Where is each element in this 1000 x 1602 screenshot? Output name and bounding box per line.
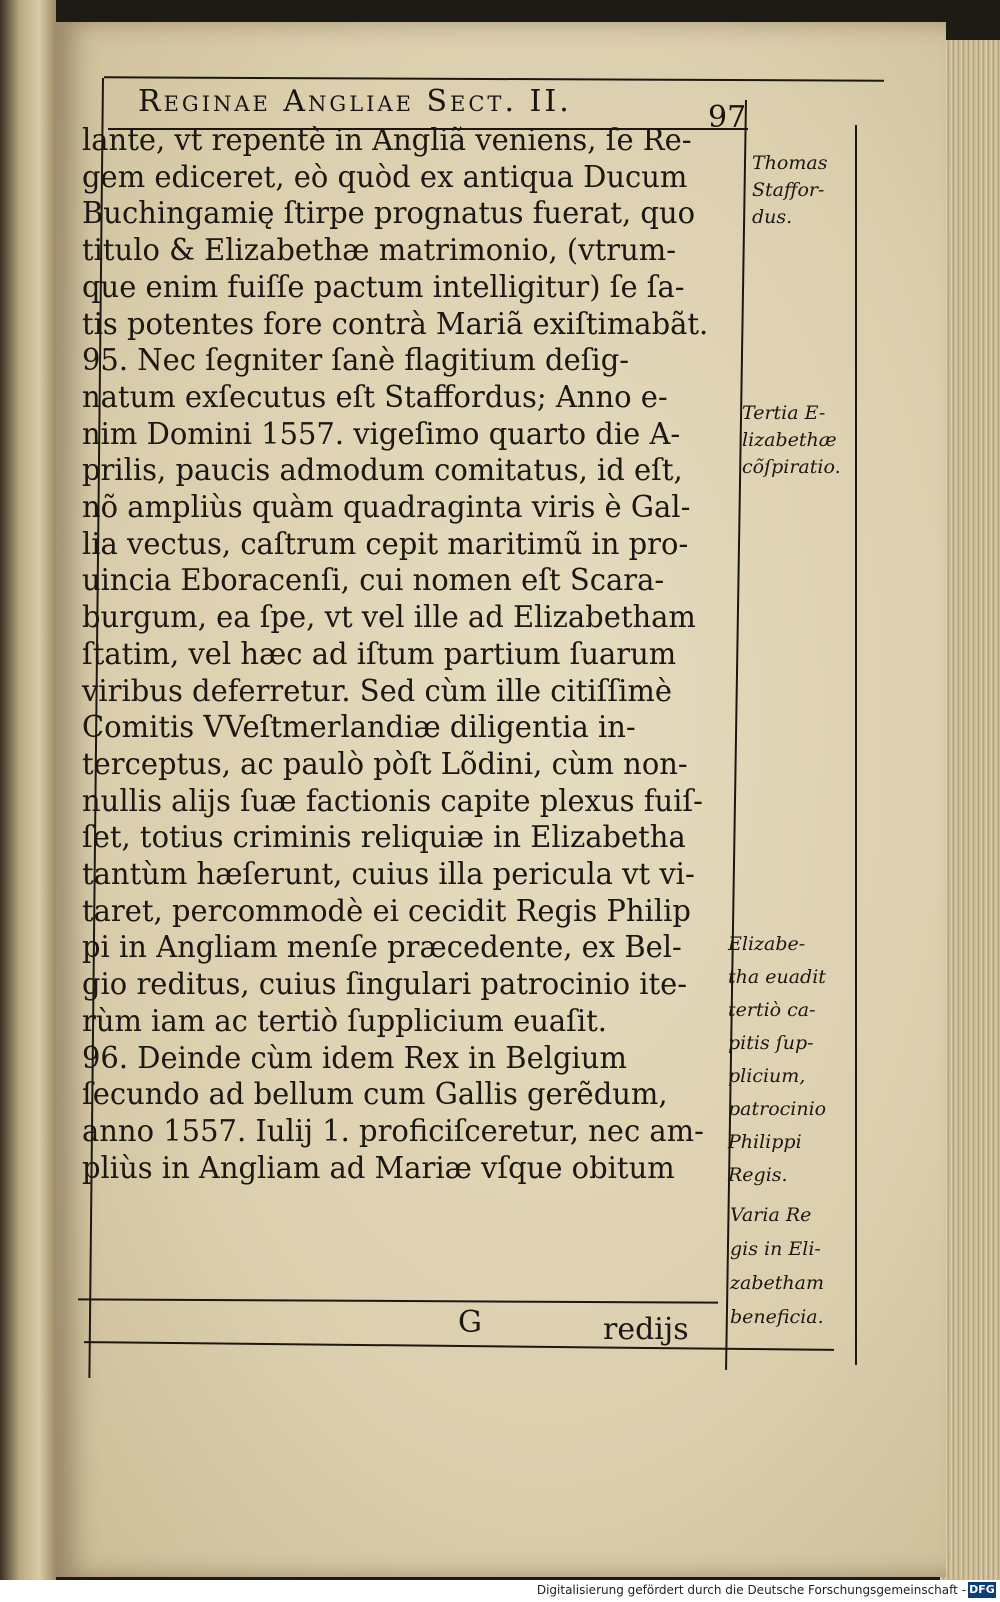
body-line: que enim fuiſſe pactum intelligitur) ſe ſa-: [82, 269, 685, 304]
body-line: ſecundo ad bellum cum Gallis gerẽdum,: [82, 1077, 668, 1112]
signature-mark: G: [458, 1305, 482, 1340]
body-line: uincia Eboracenſi, cui nomen eſt Scara-: [82, 563, 665, 598]
dfg-logo-icon: DFG: [969, 1583, 995, 1596]
page-number: 97: [708, 100, 747, 135]
body-line: tis potentes fore contrà Mariã exiſtimabãt.: [82, 306, 709, 341]
body-line: nullis alijs ſuæ factionis capite plexus fuiſ-: [82, 783, 703, 818]
body-line: natum exſecutus eſt Staffordus; Anno e-: [82, 379, 668, 414]
margin-note-escape: Elizabe- tha euadit tertiò ca- pitis ſup- plicium, patrocinio Philippi Regis.: [728, 933, 827, 1186]
footer-credit: Digitalisierung gefördert durch die Deutsche Forschungsgemeinschaft -: [536, 1583, 966, 1597]
body-line: nõ ampliùs quàm quadraginta viris è Gal-: [82, 490, 691, 525]
body-line: lante, vt repentè in Angliã veniens, ſe Re-: [82, 123, 692, 157]
body-line: Buchingamię ſtirpe prognatus fuerat, quo: [82, 196, 696, 231]
margin-note-conspiracy: Tertia E- lizabethæ cõſpiratio.: [742, 402, 841, 478]
body-line: prilis, paucis admodum comitatus, id eſt,: [82, 453, 683, 488]
margin-note-stafford: Thomas Staffor- dus.: [752, 152, 828, 228]
body-text: [82, 122, 742, 1186]
catchword: redijs: [603, 1312, 689, 1347]
body-line: burgum, ea ſpe, vt vel ille ad Elizabetham: [82, 600, 696, 635]
book-edge-right: [940, 40, 1000, 1585]
body-line: rùm iam ac tertiò ſupplicium euaſit.: [82, 1003, 608, 1038]
body-line: viribus deferretur. Sed cùm ille citiſſimè: [82, 673, 672, 708]
body-line: 96. Deinde cùm idem Rex in Belgium: [82, 1040, 627, 1075]
frame-right-rule: [855, 125, 857, 1365]
body-line: taret, percommodè ei cecidit Regis Philip: [82, 893, 691, 928]
body-line: pi in Angliam menſe præcedente, ex Bel-: [82, 930, 682, 965]
margin-note-benefits: Varia Re gis in Eli- zabetham beneficia.: [730, 1204, 824, 1328]
body-line: tantùm hæſerunt, cuius illa pericula vt vi-: [82, 857, 695, 892]
footer-bar: [0, 1580, 1000, 1602]
body-line: terceptus, ac paulò pòſt Lõdini, cùm non-: [82, 746, 688, 781]
body-line: Comitis VVeſtmerlandiæ diligentia in-: [82, 710, 636, 745]
body-line: anno 1557. Iulij 1. proficiſceretur, nec am-: [82, 1113, 704, 1148]
body-line: 95. Nec ſegniter ſanè flagitium deſig-: [82, 343, 630, 378]
body-line: nim Domini 1557. vigeſimo quarto die A-: [82, 416, 681, 451]
body-line: pliùs in Angliam ad Mariæ vſque obitum: [82, 1150, 675, 1185]
body-line: lia vectus, caſtrum cepit maritimũ in pro-: [82, 526, 689, 561]
running-title: Reginae Angliae Sect. II.: [138, 84, 572, 119]
body-line: titulo & Elizabethæ matrimonio, (vtrum-: [82, 233, 677, 268]
body-line: gem ediceret, eò quòd ex antiqua Ducum: [82, 159, 688, 194]
body-line: gio reditus, cuius ſingulari patrocinio ite-: [82, 967, 688, 1002]
book-edge-left: [0, 0, 56, 1602]
body-line: ſet, totius criminis reliquiæ in Elizabetha: [82, 820, 686, 855]
body-line: ſtatim, vel hæc ad iſtum partium ſuarum: [82, 636, 677, 671]
